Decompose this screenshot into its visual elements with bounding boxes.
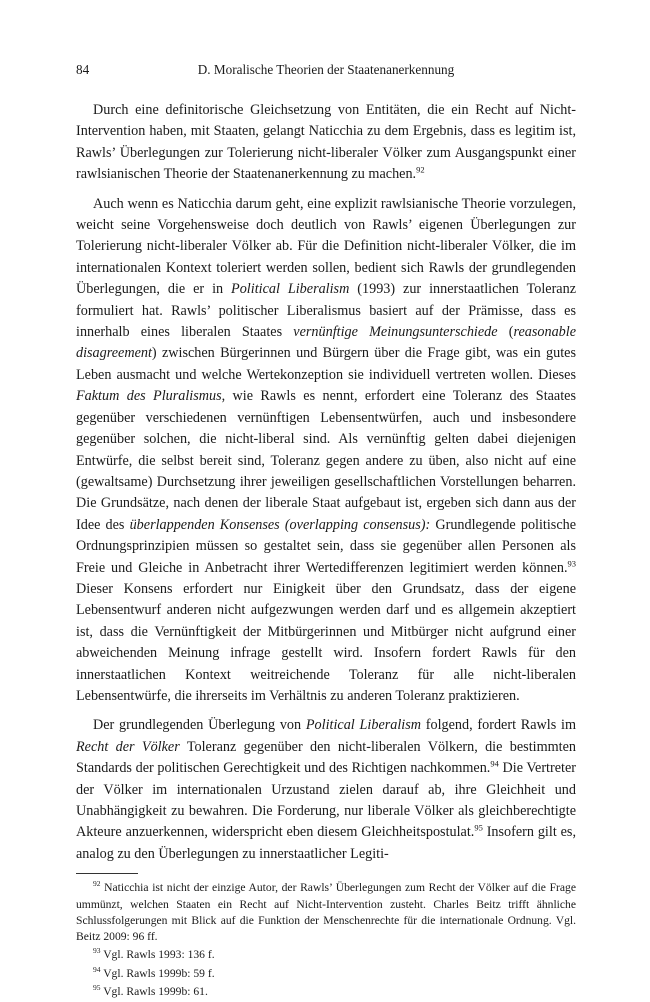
text-run: Durch eine definitorische Gleichsetzung von Entitäten, die ein Recht auf Nicht-Intervention haben, mit Staaten, gelangt Naticchia zu dem Ergebnis, dass es legitim ist, Rawls’ Überlegungen zur Tolerierung nicht-liberaler Völker zum Ausgangspunkt einer rawlsianischen Theorie der Staatenanerkennung zu machen.: [76, 102, 576, 183]
italic-term: Political Liberalism: [305, 717, 422, 734]
footnote-marker: 92: [416, 164, 425, 175]
footnote-text: Vgl. Rawls 1999b: 59 f.: [100, 966, 215, 980]
italic-term: Political Liberalism: [231, 281, 350, 298]
text-run: Insofern gilt es, analog zu den Überlegungen zu innerstaatlicher Legiti-: [76, 824, 576, 862]
text-run: folgend, fordert Rawls im: [421, 717, 576, 734]
italic-term: überlappenden Konsenses (overlapping consensus):: [129, 516, 431, 533]
italic-term: Recht der Völker: [76, 738, 180, 755]
footnote-number: 93: [93, 946, 101, 956]
paragraph: [76, 100, 576, 186]
text-run: Auch wenn es Naticchia darum geht, eine explizit rawlsianische Theorie vorzulegen, weicht seine Vorgehensweise doch deutlich von Rawls’ eigenen Überlegungen zur Tolerierung nicht-liberaler Völker ab. Für die Definition nicht-liberaler Völker, die im internationalen Kontext toleriert werden sollen, bedient sich Rawls der grundlegenden Überlegungen, die er in: [76, 195, 576, 298]
footnote-number: 95: [93, 983, 101, 993]
italic-term: Faktum des Pluralismus: [76, 388, 222, 405]
footnote-marker: 95: [474, 822, 483, 833]
footnote-text: Naticchia ist nicht der einzige Autor, der Rawls’ Überlegungen zum Recht der Völker auf die Frage ummünzt, welchen Staaten ein Recht auf Nicht-Intervention zusteht. Charles Beitz trifft ähnliche Schlussfolgerungen mit Blick auf die Funktion der Menschenrechte für die internationale Ordnung. Vgl. Beitz 2009: 96 ff.: [76, 881, 576, 944]
text-run: Der grundlegenden Überlegung von: [93, 717, 306, 734]
footnote: [76, 947, 576, 963]
text-run: (: [497, 324, 514, 341]
footnotes: [76, 880, 576, 1000]
text-run: Toleranz gegenüber den nicht-liberalen Völkern, die bestimmten Standards der politischen Gerechtigkeit und des Richtigen nachkommen.: [76, 738, 576, 777]
chapter-title: D. Moralische Theorien der Staatenanerkennung: [197, 62, 455, 77]
paragraph: [76, 715, 576, 865]
paragraph: [76, 194, 576, 708]
footnote: [76, 880, 576, 945]
footnote: [76, 984, 576, 1000]
footnote-marker: 94: [490, 758, 499, 769]
text-run: Die Vertreter der Völker im internationalen Urzustand zielen darauf ab, ihre Gleichheit und Unabhängigkeit zu bewahren. Die Forderung, nur liberale Völker als gleichberechtigte Akteure anzuerkennen, widerspricht eben diesem Gleichheitspostulat.: [76, 760, 576, 841]
footnote-marker: 93: [567, 557, 576, 568]
text-run: , wie Rawls es nennt, erfordert eine Toleranz des Staates gegenüber verschiedenen vernünftigen Lebensentwürfen, auch und insbesondere gegenüber solchen, die nicht-liberal sind. Als vernünftig gelten dabei diejenigen Entwürfe, die selbst bereit sind, Toleranz gegen andere zu üben, also nicht auf eine (gewaltsame) Durchsetzung ihrer jeweiligen gesellschaftlichen Vorstellungen beharren. Die Grundsätze, nach denen der liberale Staat aufgebaut ist, ergeben sich dann aus der Idee des: [76, 388, 576, 533]
text-run: Dieser Konsens erfordert nur Einigkeit über den Grundsatz, dass der eigene Lebensentwurf anderen nicht aufgezwungen werden darf und es allgemein akzeptiert ist, dass die Vernünftigkeit der Mitbürgerinnen und Mitbürger nicht aufgrund einer abweichenden Meinung infrage gestellt wird. Insofern fordert Rawls für den innerstaatlichen Kontext weitreichende Toleranz für alle nicht-liberalen Lebensentwürfe, die ihrerseits im Verhältnis zu anderen Toleranz praktizieren.: [76, 580, 576, 704]
italic-term: vernünftige Meinungsunterschiede: [293, 324, 498, 341]
main-text: [76, 100, 576, 865]
page-number: 84: [76, 62, 90, 77]
footnote-text: Vgl. Rawls 1999b: 61.: [100, 985, 208, 998]
book-page: [76, 62, 576, 1002]
running-head: [76, 62, 576, 82]
text-run: ) zwischen Bürgerinnen und Bürgern über die Frage gibt, was ein gutes Leben ausmacht und welche Wertekonzeption sie individuell vertreten wollen. Dieses: [76, 345, 576, 383]
italic-term: reasonable disagreement: [76, 324, 576, 362]
footnote-number: 92: [93, 879, 101, 889]
footnote-number: 94: [93, 964, 101, 974]
footnote-text: Vgl. Rawls 1993: 136 f.: [100, 948, 215, 962]
footnote-divider: [76, 873, 138, 874]
text-run: Grundlegende politische Ordnungsprinzipien müssen so gestaltet sein, dass sie gegenüber allen Personen als Freie und Gleiche in Anbetracht ihrer Wertedifferenzen legitimiert werden können.: [76, 516, 577, 576]
text-run: (1993) zur innerstaatlichen Toleranz formuliert hat. Rawls’ politischer Liberalismus basiert auf der Prämisse, dass es innerhalb eines liberalen Staates: [76, 281, 576, 341]
footnote: [76, 966, 576, 982]
